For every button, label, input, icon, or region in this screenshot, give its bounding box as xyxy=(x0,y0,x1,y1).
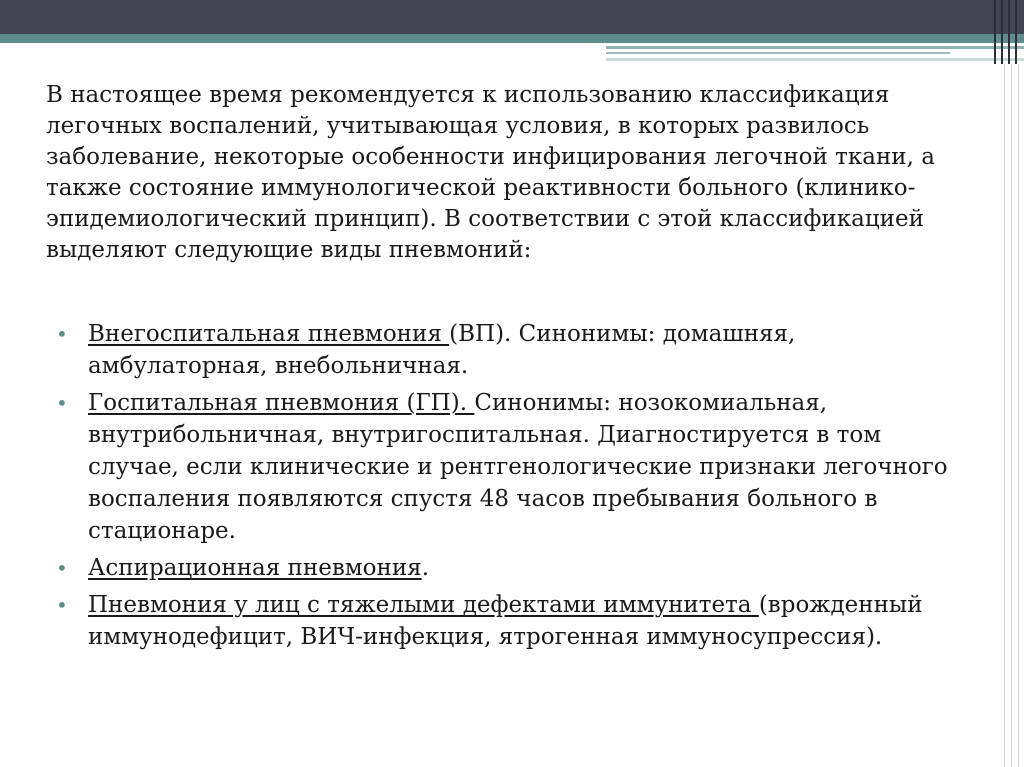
header-dark-band xyxy=(0,0,1024,34)
bullet-icon: • xyxy=(56,322,68,346)
header-accent-line xyxy=(606,58,1024,61)
page-edge xyxy=(1018,64,1019,767)
header-stripe xyxy=(1015,0,1017,64)
header-accent-line xyxy=(606,52,950,54)
item-term: Пневмония у лиц с тяжелыми дефектами иммунитета xyxy=(88,592,759,618)
header-stripe xyxy=(994,0,996,64)
item-text: (ВП). Синонимы: домашняя, амбулаторная, внебольничная. xyxy=(88,321,796,379)
page-edge xyxy=(1011,64,1012,767)
list-item xyxy=(56,552,976,584)
item-text: Синонимы: нозокомиальная, внутрибольничная, внутригоспитальная. Диагностируется в том случае, если клинические и рентгенологические признаки легочного воспаления появляются спустя 48 часов пребывания больного в стационаре. xyxy=(88,390,948,544)
item-term: Внегоспитальная пневмония xyxy=(88,321,450,347)
header-teal-band xyxy=(0,34,1024,43)
item-text: (врожденный иммунодефицит, ВИЧ-инфекция, ятрогенная иммуносупрессия). xyxy=(88,592,923,650)
intro-paragraph: В настоящее время рекомендуется к использованию классификация легочных воспалений, учитывающая условия, в которых развилось заболевание, некоторые особенности инфицирования легочной ткани, а также состояние иммунологической реактивности больного (клинико-эпидемиологический принцип). В соответствии с этой классификацией выделяют следующие виды пневмоний: xyxy=(46,82,935,263)
list-item xyxy=(56,387,976,547)
header-stripe xyxy=(1008,0,1010,64)
list-item xyxy=(56,589,976,653)
item-text: . xyxy=(421,555,429,581)
bullet-icon: • xyxy=(56,593,68,617)
item-term: Аспирационная пневмония xyxy=(88,555,422,581)
page-edge xyxy=(1004,64,1005,767)
item-term: Госпитальная пневмония (ГП). xyxy=(88,390,475,416)
header-accent-line xyxy=(606,46,1024,49)
header-stripe xyxy=(1001,0,1003,64)
pneumonia-types-list xyxy=(56,318,976,658)
bullet-icon: • xyxy=(56,391,68,415)
list-item xyxy=(56,318,976,382)
bullet-icon: • xyxy=(56,556,68,580)
